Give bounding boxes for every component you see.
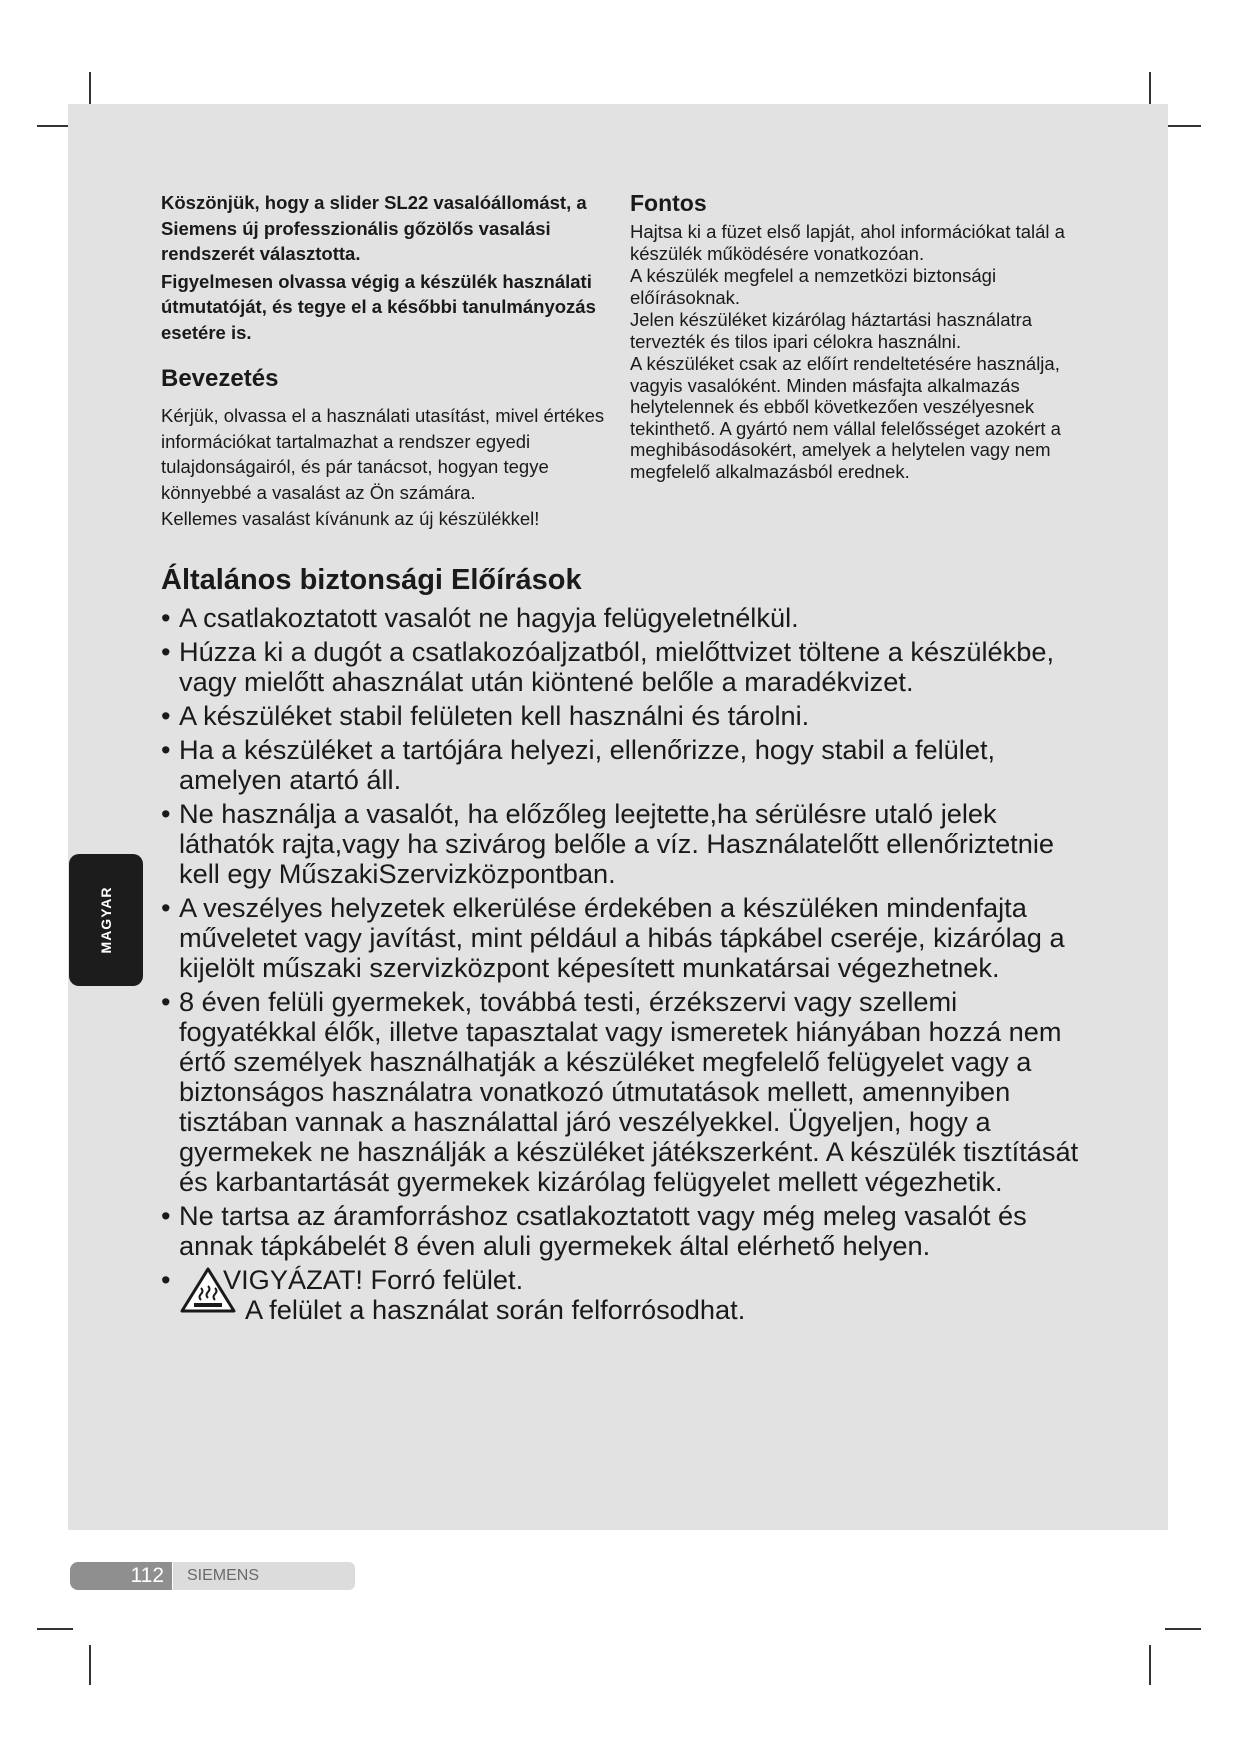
hot-surface-warning	[161, 1265, 1081, 1325]
safety-item	[161, 987, 1081, 1197]
safety-list	[161, 603, 1081, 1261]
bevezetes-title: Bevezetés	[161, 365, 279, 392]
safety-item	[161, 637, 1081, 697]
crop-mark	[37, 1628, 73, 1630]
hot-surface-warning-icon	[179, 1266, 237, 1314]
crop-mark	[1165, 125, 1201, 127]
safety-item-text: Ha a készüléket a tartójára helyezi, ellenőrizze, hogy stabil a felület, amelyen atartó áll.	[179, 734, 996, 795]
safety-item-text: A csatlakoztatott vasalót ne hagyja felügyeletnélkül.	[179, 602, 799, 633]
bullet: •	[161, 700, 171, 731]
language-tab	[69, 854, 143, 986]
fontos-section	[630, 190, 1100, 483]
intro-thanks: Köszönjük, hogy a slider SL22 vasalóállomást, a Siemens új professzionális gőzölős vasalási rendszerét választotta.	[161, 192, 587, 264]
bevezetes-closing: Kellemes vasalást kívánunk az új készülékkel!	[161, 508, 540, 529]
safety-item-text: A veszélyes helyzetek elkerülése érdekében a készüléken mindenfajta műveletet vagy javítást, mint például a hibás tápkábel cseréje, kizárólag a kijelölt műszaki szervizközpont képesített munkatársai végezhetnek.	[179, 892, 1065, 983]
bullet: •	[161, 986, 171, 1017]
safety-item	[161, 735, 1081, 795]
fontos-paragraph: Hajtsa ki a füzet első lapját, ahol információkat talál a készülék működésére vonatkozóan.	[630, 221, 1065, 264]
safety-section	[161, 564, 1081, 1325]
bullet: •	[161, 1200, 171, 1231]
brand-label: SIEMENS	[173, 1562, 355, 1590]
safety-item-text: A készüléket stabil felületen kell használni és tárolni.	[179, 700, 810, 731]
safety-item-text: 8 éven felüli gyermekek, továbbá testi, érzékszervi vagy szellemi fogyatékkal élők, illetve tapasztalat vagy ismeretek hiányában hozzá nem értő személyek használhatják a készüléket megfelelő felügyelet vagy a biztonságos használatra vonatkozó útmutatások mellett, amennyiben tisztában vannak a használattal járó veszélyekkel. Ügyeljen, hogy a gyermekek ne használják a készüléket játékszerként. A készülék tisztítását és karbantartását gyermekek kizárólag felügyelet mellett végezhetik.	[179, 986, 1079, 1197]
safety-item	[161, 1201, 1081, 1261]
bullet: •	[161, 602, 171, 633]
crop-mark	[1165, 1628, 1201, 1630]
fontos-paragraph: A készülék megfelel a nemzetközi biztonsági előírásoknak.	[630, 265, 997, 308]
safety-item	[161, 893, 1081, 983]
bevezetes-paragraph: Kérjük, olvassa el a használati utasítást, mivel értékes információkat tartalmazhat a rendszer egyedi tulajdonságairól, és pár tanácsot, hogyan tegye könnyebbé a vasalást az Ön számára.	[161, 405, 605, 503]
bullet: •	[161, 1264, 171, 1295]
crop-mark	[89, 1645, 91, 1685]
safety-item-text: Húzza ki a dugót a csatlakozóaljzatból, mielőttvizet töltene a készülékbe, vagy mielőtt ahasználat után kiöntené belőle a maradékvizet.	[179, 636, 1055, 697]
safety-item	[161, 701, 1081, 731]
safety-item	[161, 603, 1081, 633]
fontos-paragraph: A készüléket csak az előírt rendeltetésére használja, vagyis vasalóként. Minden másfajta alkalmazás helytelennek és ebből következően veszélyesnek tekinthető. A gyártó nem vállal felelősséget azokért a meghibásodásokért, amelyek a helytelen vagy nem megfelelő alkalmazásból erednek.	[630, 353, 1061, 482]
fontos-paragraph: Jelen készüléket kizárólag háztartási használatra tervezték és tilos ipari célokra használni.	[630, 309, 1033, 352]
page-number: 112	[70, 1562, 172, 1590]
safety-item-text: Ne tartsa az áramforráshoz csatlakoztatott vagy még meleg vasalót és annak tápkábelét 8 éven aluli gyermekek által elérhető helyen.	[179, 1200, 1027, 1261]
bullet: •	[161, 636, 171, 667]
intro-read-instructions: Figyelmesen olvassa végig a készülék használati útmutatóját, és tegye el a későbbi tanulmányozás esetére is.	[161, 270, 596, 343]
bullet: •	[161, 892, 171, 923]
warning-line-1: VIGYÁZAT! Forró felület.	[223, 1264, 524, 1295]
fontos-title: Fontos	[630, 190, 707, 216]
warning-line-2: A felület a használat során felforrósodhat.	[245, 1294, 746, 1325]
bullet: •	[161, 734, 171, 765]
safety-item-text: Ne használja a vasalót, ha előzőleg leejtette,ha sérülésre utaló jelek láthatók rajta,vagy ha szivárog belőle a víz. Használatelőtt ellenőriztetnie kell egy MűszakiSzervizközpontban.	[179, 798, 1055, 889]
language-tab-label: MAGYAR	[98, 886, 114, 954]
bullet: •	[161, 798, 171, 829]
bevezetes-section	[161, 365, 606, 533]
safety-title: Általános biztonsági Előírások	[161, 564, 582, 596]
intro-section	[161, 190, 601, 347]
safety-item	[161, 799, 1081, 889]
crop-mark	[1149, 1645, 1151, 1685]
